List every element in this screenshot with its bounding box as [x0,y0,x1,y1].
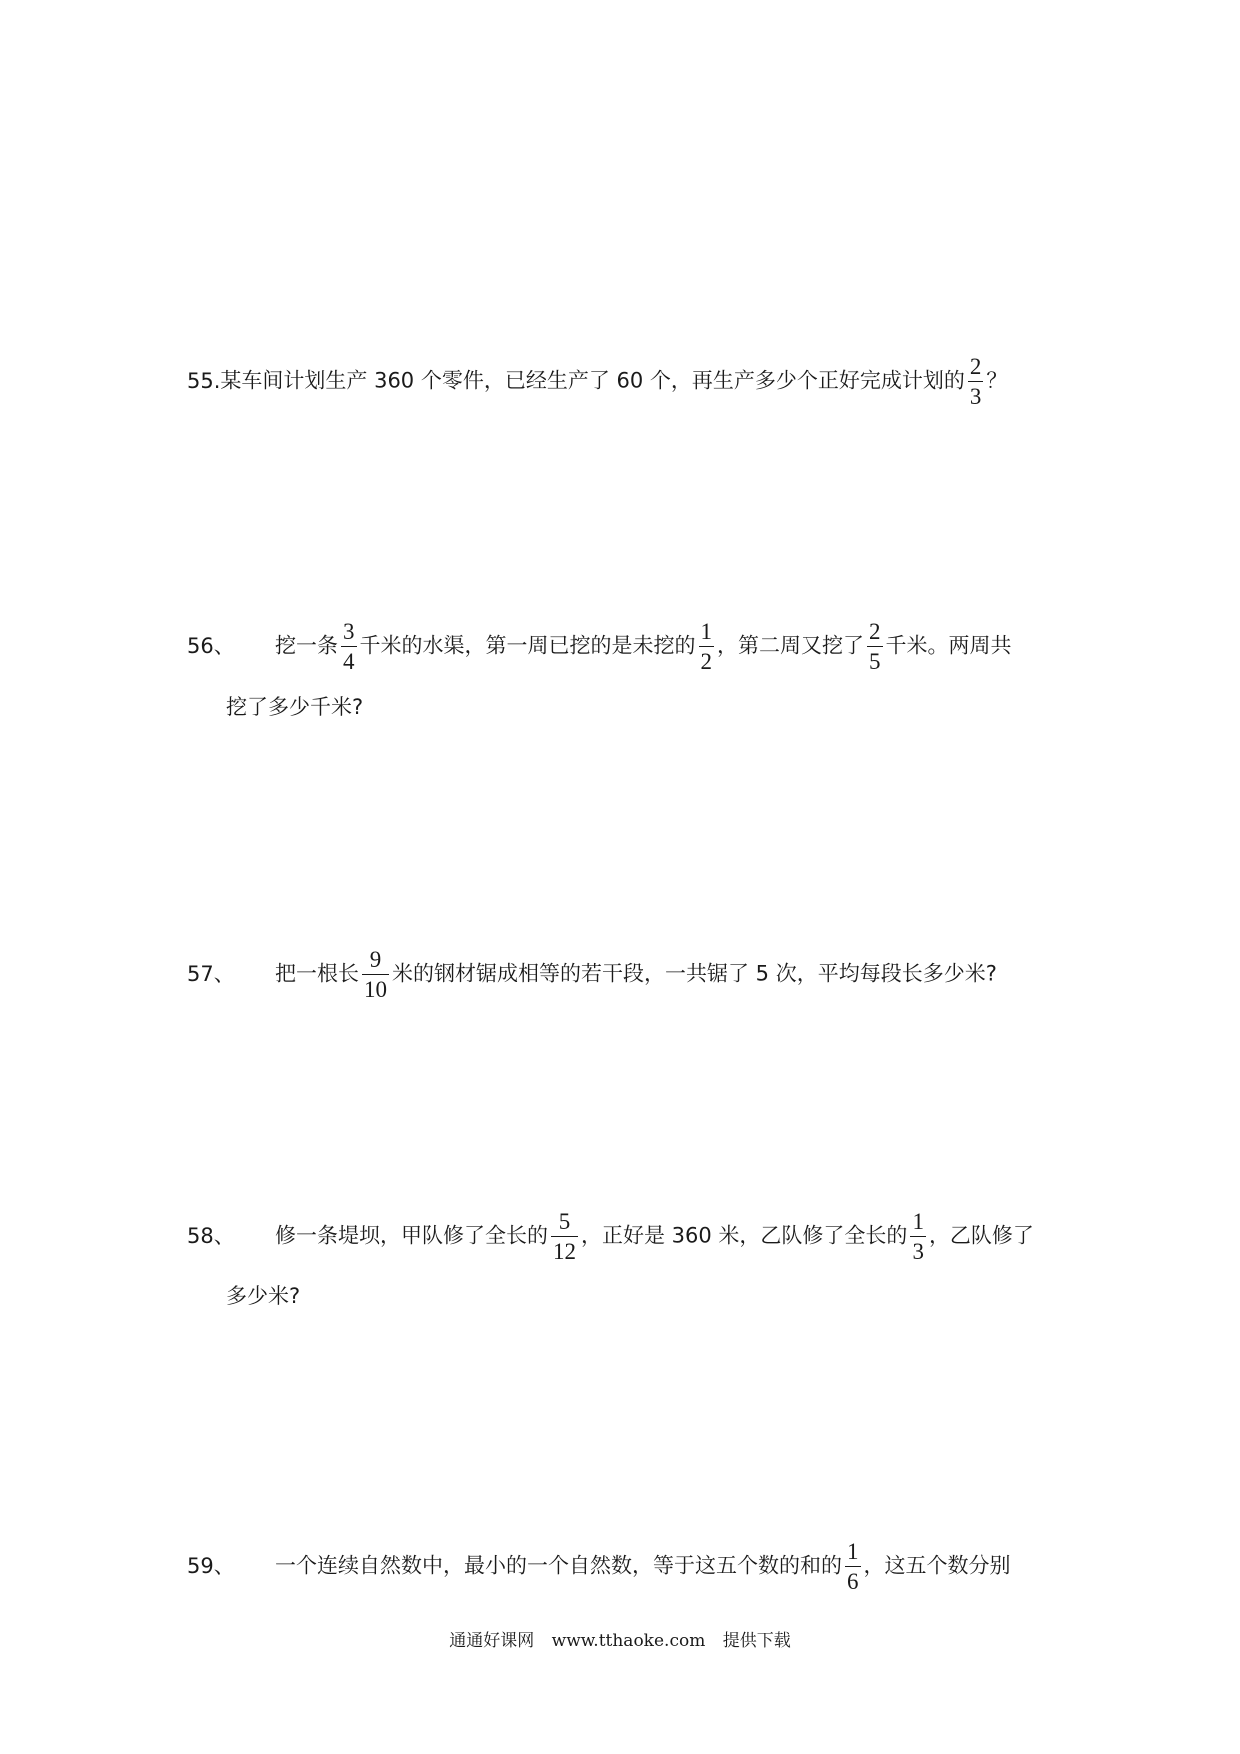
fraction-denominator: 10 [364,977,387,1002]
question-text: 修一条堤坝，甲队修了全长的 [275,1223,548,1248]
question-text: 把一根长 [275,961,359,986]
fraction [362,948,389,1001]
fraction-numerator: 2 [969,354,982,379]
fraction [968,355,984,408]
fraction-denominator: 2 [700,649,712,674]
fraction [699,620,715,673]
question-number: 57、 [187,961,235,986]
fraction [867,620,883,673]
question-text: ，正好是 360 米，乙队修了全长的 [581,1223,908,1248]
question-59 [187,1540,1011,1593]
question-58-continuation: 多少米? [226,1284,301,1308]
question-text: ，乙队修了 [928,1223,1034,1248]
question-number: 56、 [187,633,235,658]
fraction-numerator: 1 [700,619,712,644]
fraction-denominator: 3 [969,384,982,409]
question-text: 一个连续自然数中，最小的一个自然数，等于这五个数的和的 [275,1553,842,1578]
fraction-denominator: 5 [869,649,881,674]
fraction-denominator: 3 [912,1239,924,1264]
fraction-numerator: 1 [847,1539,859,1564]
question-number: 58、 [187,1223,235,1248]
question-text: ？ [986,368,1008,393]
fraction-numerator: 2 [869,619,881,644]
question-text: ，这五个数分别 [863,1553,1011,1578]
fraction-denominator: 12 [553,1239,576,1264]
fraction [341,620,357,673]
footer-note: 提供下载 [722,1631,791,1651]
question-57 [187,948,997,1001]
question-number: 55. [187,368,221,393]
footer-brand: 通通好课网 [449,1631,535,1651]
question-text: 米的钢材锯成相等的若干段，一共锯了 5 次，平均每段长多少米? [392,961,997,986]
question-text: ，第二周又挖了 [717,633,864,658]
question-text: 千米的水渠，第一周已挖的是未挖的 [359,633,696,658]
question-56-continuation: 挖了多少千米? [226,695,364,719]
fraction-numerator: 9 [369,947,382,972]
fraction [845,1540,861,1593]
fraction [910,1210,926,1263]
question-56 [187,620,1012,673]
fraction-denominator: 4 [343,649,355,674]
fraction-numerator: 3 [343,619,355,644]
question-number: 59、 [187,1553,235,1578]
footer-url: www.tthaoke.com [551,1631,706,1651]
fraction [551,1210,578,1263]
question-text: 千米。两周共 [885,633,1012,658]
question-text: 某车间计划生产 360 个零件，已经生产了 60 个，再生产多少个正好完成计划的 [220,368,965,393]
fraction-numerator: 1 [912,1209,924,1234]
question-text: 挖一条 [275,633,338,658]
fraction-numerator: 5 [558,1209,571,1234]
question-58 [187,1210,1034,1263]
question-55 [187,355,1007,408]
page-footer [0,1626,1240,1651]
fraction-denominator: 6 [847,1569,859,1594]
